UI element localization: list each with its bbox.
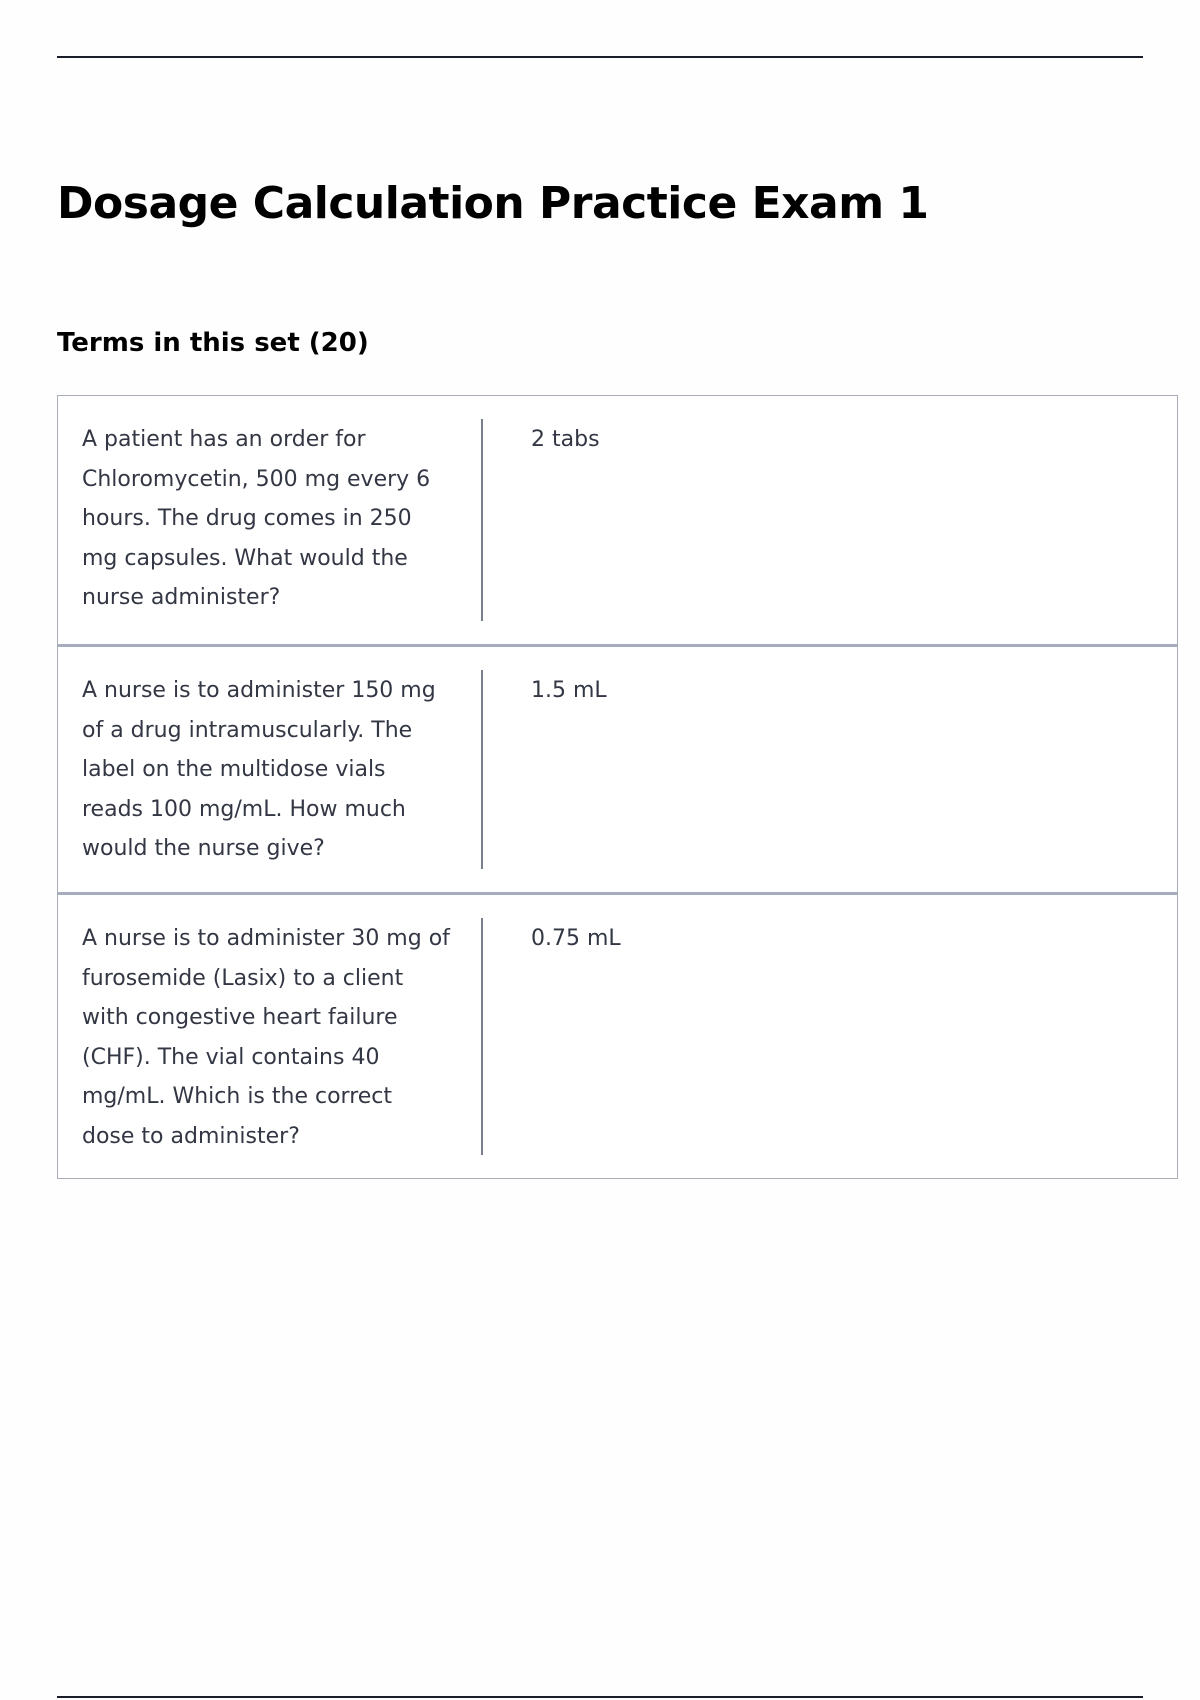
terms-count-heading: Terms in this set (20) <box>57 328 369 358</box>
term-question: A nurse is to administer 30 mg of furosemide (Lasix) to a client with congestive heart failure (CHF). The vial contains 40 mg/mL. Which is the correct dose to administer? <box>82 926 450 1149</box>
page-title: Dosage Calculation Practice Exam 1 <box>57 178 929 229</box>
term-row <box>58 396 1177 644</box>
term-answer: 2 tabs <box>531 427 600 452</box>
term-question: A patient has an order for Chloromycetin, 500 mg every 6 hours. The drug comes in 250 mg capsules. What would the nurse administer? <box>82 427 431 610</box>
terms-table <box>57 395 1178 1179</box>
bottom-rule <box>57 1696 1143 1698</box>
term-row <box>58 892 1177 1178</box>
term-answer: 0.75 mL <box>531 926 621 951</box>
term-answer: 1.5 mL <box>531 678 607 703</box>
term-question: A nurse is to administer 150 mg of a drug intramuscularly. The label on the multidose vials reads 100 mg/mL. How much would the nurse give? <box>82 678 436 861</box>
top-rule <box>57 56 1143 58</box>
term-row <box>58 644 1177 892</box>
